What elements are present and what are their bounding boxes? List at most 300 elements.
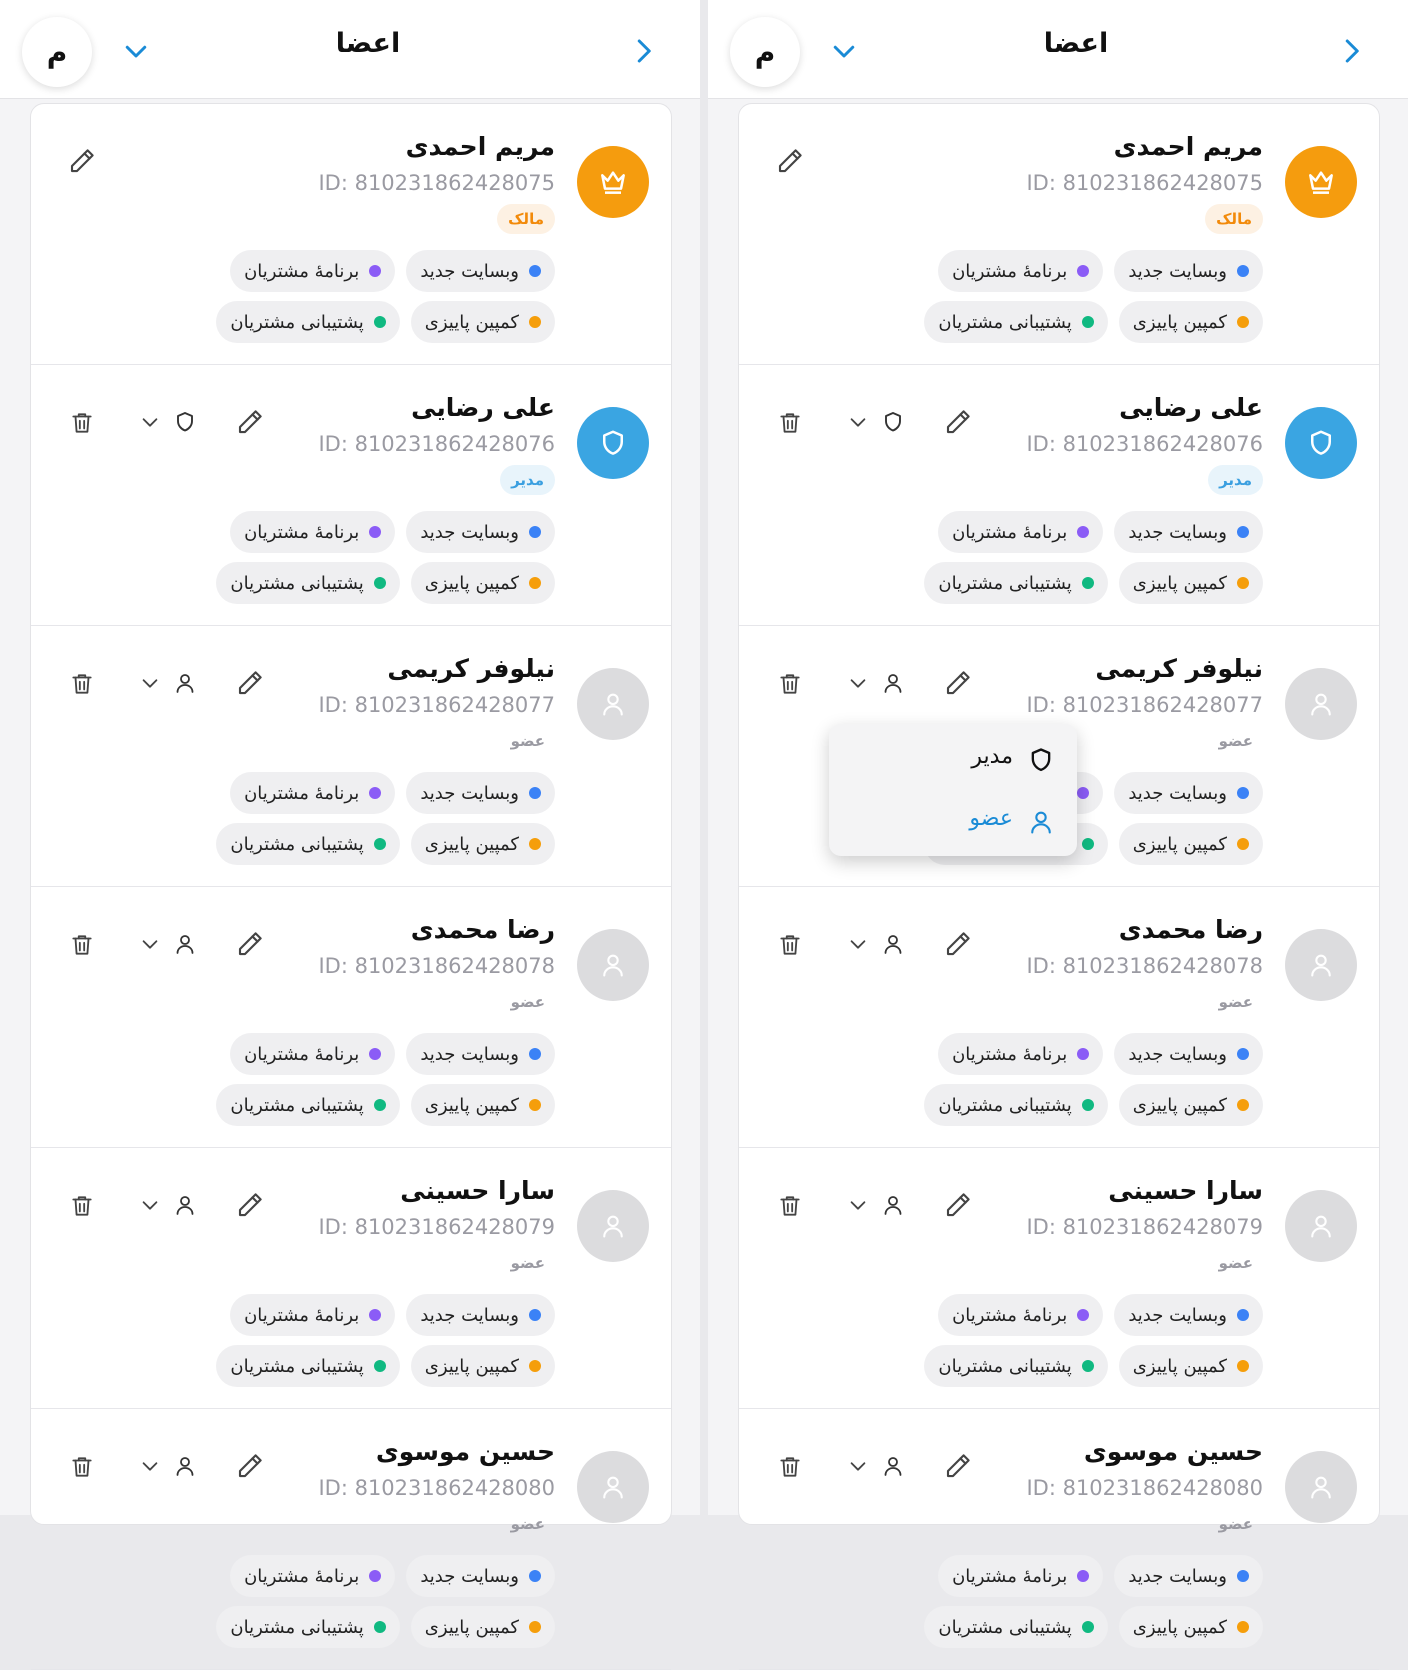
- project-tag-label: وبسایت جدید: [1128, 260, 1227, 282]
- project-tag-label: وبسایت جدید: [420, 521, 519, 543]
- member-name: نیلوفر کریمی: [1095, 654, 1263, 683]
- member-card: [31, 365, 671, 626]
- member-id: ID: 810231862428077: [1026, 693, 1263, 717]
- trash-icon: [777, 409, 803, 437]
- project-tag-label: کمپین پاییزی: [424, 311, 519, 333]
- role-select-button[interactable]: [843, 929, 909, 959]
- member-name: مریم احمدی: [405, 132, 555, 161]
- role-badge: عضو: [510, 993, 545, 1011]
- pencil-icon: [943, 929, 973, 959]
- project-tag: [938, 1033, 1103, 1075]
- project-tag: [406, 1033, 555, 1075]
- project-color-dot: [529, 316, 541, 328]
- project-tag-label: کمپین پاییزی: [424, 833, 519, 855]
- project-color-dot: [529, 1360, 541, 1372]
- user-icon: [881, 932, 905, 956]
- project-tags: [863, 250, 1263, 343]
- role-badge: مالک: [497, 204, 555, 234]
- pencil-icon: [943, 668, 973, 698]
- role-badge: عضو: [1218, 732, 1253, 750]
- project-tag-label: وبسایت جدید: [1128, 1043, 1227, 1065]
- trash-icon: [69, 1453, 95, 1481]
- user-icon: [599, 951, 627, 979]
- project-tag: [1114, 1294, 1263, 1336]
- role-select-button[interactable]: [843, 1190, 909, 1220]
- project-color-dot: [369, 1570, 381, 1582]
- chevron-down-icon: [139, 1455, 161, 1477]
- project-color-dot: [1237, 787, 1249, 799]
- member-role-avatar: [577, 1190, 649, 1262]
- member-name: سارا حسینی: [1108, 1176, 1263, 1205]
- project-tag-label: پشتیبانی مشتریان: [230, 311, 364, 333]
- member-role-avatar: [1285, 929, 1357, 1001]
- crown-icon: [1305, 166, 1337, 198]
- member-name: مریم احمدی: [1113, 132, 1263, 161]
- chevron-down-icon[interactable]: [121, 36, 151, 66]
- project-tag: [216, 1084, 399, 1126]
- project-color-dot: [369, 1309, 381, 1321]
- member-card: [739, 104, 1379, 365]
- member-id: ID: 810231862428075: [318, 171, 555, 195]
- project-color-dot: [369, 1048, 381, 1060]
- project-tag: [1119, 1345, 1263, 1387]
- user-icon: [173, 671, 197, 695]
- role-select-button[interactable]: [843, 668, 909, 698]
- delete-member-button[interactable]: [67, 1190, 97, 1222]
- project-color-dot: [1237, 1570, 1249, 1582]
- edit-member-button[interactable]: [773, 144, 807, 178]
- project-color-dot: [1082, 1621, 1094, 1633]
- project-tag: [1119, 1084, 1263, 1126]
- project-color-dot: [529, 1621, 541, 1633]
- edit-member-button[interactable]: [941, 1188, 975, 1222]
- trash-icon: [777, 931, 803, 959]
- project-tag: [1114, 250, 1263, 292]
- pencil-icon: [67, 146, 97, 176]
- page-title: اعضا: [335, 28, 401, 59]
- back-chevron-icon[interactable]: [628, 34, 658, 68]
- chevron-down-icon: [847, 411, 869, 433]
- member-name: علی رضایی: [1119, 393, 1263, 422]
- user-icon: [881, 671, 905, 695]
- project-tags: [863, 511, 1263, 604]
- delete-member-button[interactable]: [67, 1451, 97, 1483]
- project-tag: [406, 511, 555, 553]
- project-color-dot: [1082, 577, 1094, 589]
- user-icon: [173, 1193, 197, 1217]
- project-tag-label: وبسایت جدید: [1128, 782, 1227, 804]
- page-title: اعضا: [1043, 28, 1109, 59]
- project-color-dot: [374, 577, 386, 589]
- user-icon: [599, 690, 627, 718]
- role-option-label: عضو: [969, 806, 1013, 831]
- role-badge: عضو: [1218, 1254, 1253, 1272]
- user-icon: [1027, 808, 1055, 836]
- project-tag: [938, 1555, 1103, 1597]
- shield-icon: [881, 410, 905, 434]
- project-tag: [924, 301, 1107, 343]
- role-badge: عضو: [1218, 993, 1253, 1011]
- member-name: علی رضایی: [411, 393, 555, 422]
- trash-icon: [69, 931, 95, 959]
- edit-member-button[interactable]: [233, 927, 267, 961]
- project-tag-label: برنامهٔ مشتریان: [952, 260, 1068, 282]
- edit-member-button[interactable]: [941, 927, 975, 961]
- project-tag-label: کمپین پاییزی: [1132, 1355, 1227, 1377]
- project-tag-label: پشتیبانی مشتریان: [230, 1616, 364, 1638]
- project-color-dot: [529, 526, 541, 538]
- user-icon: [1307, 1212, 1335, 1240]
- member-card: [31, 1148, 671, 1409]
- project-color-dot: [374, 1621, 386, 1633]
- project-tags: [863, 1294, 1263, 1387]
- member-role-avatar: [577, 146, 649, 218]
- project-color-dot: [1077, 526, 1089, 538]
- crown-icon: [597, 166, 629, 198]
- trash-icon: [777, 1192, 803, 1220]
- member-name: رضا محمدی: [1118, 915, 1263, 944]
- user-icon: [173, 932, 197, 956]
- member-role-avatar: [1285, 146, 1357, 218]
- role-badge: عضو: [1218, 1515, 1253, 1533]
- role-badge: عضو: [510, 1515, 545, 1533]
- trash-icon: [777, 1453, 803, 1481]
- project-tag: [230, 1555, 395, 1597]
- project-tag: [924, 562, 1107, 604]
- trash-icon: [69, 670, 95, 698]
- project-color-dot: [369, 526, 381, 538]
- shield-icon: [1027, 746, 1055, 774]
- project-tag: [411, 1606, 555, 1648]
- role-select-button[interactable]: [135, 407, 201, 437]
- edit-member-button[interactable]: [233, 1449, 267, 1483]
- role-badge: مدیر: [500, 465, 555, 495]
- project-color-dot: [1237, 526, 1249, 538]
- project-color-dot: [529, 1099, 541, 1111]
- chevron-down-icon: [139, 933, 161, 955]
- project-tag-label: وبسایت جدید: [420, 260, 519, 282]
- project-tag: [406, 250, 555, 292]
- project-tag-label: پشتیبانی مشتریان: [230, 1355, 364, 1377]
- project-color-dot: [1237, 1360, 1249, 1372]
- project-tag-label: وبسایت جدید: [420, 1304, 519, 1326]
- project-tag: [924, 1084, 1107, 1126]
- member-role-avatar: [577, 668, 649, 740]
- back-chevron-icon[interactable]: [1336, 34, 1366, 68]
- project-tag: [216, 301, 399, 343]
- delete-member-button[interactable]: [775, 1190, 805, 1222]
- chevron-down-icon: [847, 672, 869, 694]
- project-color-dot: [1082, 1360, 1094, 1372]
- member-id: ID: 810231862428076: [1026, 432, 1263, 456]
- profile-avatar-button[interactable]: م: [730, 17, 800, 87]
- member-role-avatar: [1285, 1451, 1357, 1523]
- project-tag-label: کمپین پاییزی: [424, 1355, 519, 1377]
- delete-member-button[interactable]: [67, 407, 97, 439]
- member-card: [31, 887, 671, 1148]
- role-option-member[interactable]: [829, 792, 1077, 852]
- project-tags: [155, 1294, 555, 1387]
- project-tag-label: برنامهٔ مشتریان: [952, 521, 1068, 543]
- member-card: [739, 365, 1379, 626]
- member-role-avatar: [577, 1451, 649, 1523]
- project-tag: [1114, 1555, 1263, 1597]
- project-tags: [155, 772, 555, 865]
- role-select-button[interactable]: [843, 407, 909, 437]
- edit-member-button[interactable]: [233, 405, 267, 439]
- project-color-dot: [374, 1099, 386, 1111]
- user-icon: [1307, 690, 1335, 718]
- project-tag-label: برنامهٔ مشتریان: [244, 782, 360, 804]
- project-tag: [406, 772, 555, 814]
- project-tag-label: وبسایت جدید: [420, 782, 519, 804]
- role-dropdown-menu: [829, 724, 1077, 856]
- delete-member-button[interactable]: [775, 668, 805, 700]
- project-tag: [216, 1606, 399, 1648]
- delete-member-button[interactable]: [775, 407, 805, 439]
- project-tag-label: برنامهٔ مشتریان: [244, 1043, 360, 1065]
- project-color-dot: [1237, 265, 1249, 277]
- project-tag-label: کمپین پاییزی: [1132, 1616, 1227, 1638]
- project-tag: [230, 511, 395, 553]
- project-tag: [938, 511, 1103, 553]
- project-color-dot: [1237, 577, 1249, 589]
- role-select-button[interactable]: [135, 1451, 201, 1481]
- member-card: [739, 1409, 1379, 1670]
- project-tag-label: پشتیبانی مشتریان: [938, 1094, 1072, 1116]
- project-color-dot: [529, 787, 541, 799]
- member-role-avatar: [1285, 407, 1357, 479]
- project-color-dot: [1237, 1621, 1249, 1633]
- project-tag-label: کمپین پاییزی: [1132, 833, 1227, 855]
- project-color-dot: [374, 1360, 386, 1372]
- project-tag: [924, 1606, 1107, 1648]
- member-id: ID: 810231862428076: [318, 432, 555, 456]
- pencil-icon: [943, 1190, 973, 1220]
- member-card: [31, 626, 671, 887]
- project-tag-label: برنامهٔ مشتریان: [244, 521, 360, 543]
- project-tag: [406, 1555, 555, 1597]
- project-color-dot: [529, 838, 541, 850]
- member-name: سارا حسینی: [400, 1176, 555, 1205]
- project-tag: [938, 1294, 1103, 1336]
- project-tag: [216, 562, 399, 604]
- project-tags: [863, 1555, 1263, 1648]
- project-color-dot: [369, 265, 381, 277]
- user-icon: [1307, 1473, 1335, 1501]
- pencil-icon: [235, 929, 265, 959]
- project-color-dot: [1082, 838, 1094, 850]
- project-color-dot: [1082, 1099, 1094, 1111]
- member-role-avatar: [1285, 1190, 1357, 1262]
- user-icon: [881, 1193, 905, 1217]
- project-color-dot: [1237, 1099, 1249, 1111]
- member-id: ID: 810231862428075: [1026, 171, 1263, 195]
- member-card: [31, 1409, 671, 1670]
- project-tag: [216, 823, 399, 865]
- trash-icon: [69, 1192, 95, 1220]
- chevron-down-icon: [139, 411, 161, 433]
- project-color-dot: [1237, 838, 1249, 850]
- project-tag: [230, 250, 395, 292]
- shield-icon: [1306, 428, 1336, 458]
- project-color-dot: [1082, 316, 1094, 328]
- project-tags: [863, 1033, 1263, 1126]
- pencil-icon: [235, 1451, 265, 1481]
- members-list: [30, 103, 672, 1638]
- member-id: ID: 810231862428079: [1026, 1215, 1263, 1239]
- role-select-button[interactable]: [135, 929, 201, 959]
- project-tag: [230, 1033, 395, 1075]
- project-tag: [230, 772, 395, 814]
- project-tag-label: پشتیبانی مشتریان: [938, 1355, 1072, 1377]
- project-color-dot: [374, 316, 386, 328]
- project-tag: [1114, 1033, 1263, 1075]
- project-color-dot: [369, 787, 381, 799]
- project-color-dot: [1077, 1570, 1089, 1582]
- profile-avatar-button[interactable]: م: [22, 17, 92, 87]
- project-color-dot: [529, 1570, 541, 1582]
- role-select-button[interactable]: [135, 1190, 201, 1220]
- project-tag-label: برنامهٔ مشتریان: [952, 1565, 1068, 1587]
- project-color-dot: [1077, 787, 1089, 799]
- project-tag: [924, 1345, 1107, 1387]
- pencil-icon: [235, 668, 265, 698]
- role-select-button[interactable]: [135, 668, 201, 698]
- member-name: رضا محمدی: [410, 915, 555, 944]
- app-header: [0, 0, 700, 99]
- project-color-dot: [529, 1048, 541, 1060]
- edit-member-button[interactable]: [65, 144, 99, 178]
- edit-member-button[interactable]: [941, 1449, 975, 1483]
- project-color-dot: [1077, 1048, 1089, 1060]
- project-tag-label: پشتیبانی مشتریان: [938, 311, 1072, 333]
- project-tag: [1119, 823, 1263, 865]
- member-card: [739, 1148, 1379, 1409]
- project-color-dot: [1077, 265, 1089, 277]
- role-badge: عضو: [510, 1254, 545, 1272]
- members-panel-left: [0, 0, 700, 1638]
- member-id: ID: 810231862428078: [1026, 954, 1263, 978]
- project-color-dot: [529, 265, 541, 277]
- member-id: ID: 810231862428079: [318, 1215, 555, 1239]
- project-tag-label: برنامهٔ مشتریان: [952, 1304, 1068, 1326]
- chevron-down-icon: [139, 1194, 161, 1216]
- member-id: ID: 810231862428078: [318, 954, 555, 978]
- project-tag-label: برنامهٔ مشتریان: [244, 1304, 360, 1326]
- project-tag: [411, 1345, 555, 1387]
- edit-member-button[interactable]: [233, 666, 267, 700]
- project-tags: [155, 250, 555, 343]
- project-tag-label: پشتیبانی مشتریان: [938, 572, 1072, 594]
- role-option-admin[interactable]: [829, 730, 1077, 790]
- project-color-dot: [529, 1309, 541, 1321]
- shield-icon: [598, 428, 628, 458]
- trash-icon: [777, 670, 803, 698]
- member-role-avatar: [1285, 668, 1357, 740]
- project-tag: [1119, 1606, 1263, 1648]
- role-select-button[interactable]: [843, 1451, 909, 1481]
- chevron-down-icon: [847, 1455, 869, 1477]
- project-tag: [406, 1294, 555, 1336]
- project-color-dot: [1237, 316, 1249, 328]
- pencil-icon: [943, 407, 973, 437]
- pencil-icon: [943, 1451, 973, 1481]
- project-tag: [1119, 562, 1263, 604]
- user-icon: [173, 1454, 197, 1478]
- project-tag-label: کمپین پاییزی: [1132, 572, 1227, 594]
- member-role-avatar: [577, 929, 649, 1001]
- chevron-down-icon: [847, 933, 869, 955]
- role-badge: مالک: [1205, 204, 1263, 234]
- project-color-dot: [1237, 1048, 1249, 1060]
- pencil-icon: [775, 146, 805, 176]
- trash-icon: [69, 409, 95, 437]
- delete-member-button[interactable]: [67, 668, 97, 700]
- project-tag-label: پشتیبانی مشتریان: [230, 833, 364, 855]
- user-icon: [1307, 951, 1335, 979]
- edit-member-button[interactable]: [941, 666, 975, 700]
- project-tag-label: وبسایت جدید: [420, 1043, 519, 1065]
- user-icon: [599, 1212, 627, 1240]
- project-tag: [411, 823, 555, 865]
- project-tag-label: پشتیبانی مشتریان: [938, 1616, 1072, 1638]
- project-tag-label: وبسایت جدید: [1128, 521, 1227, 543]
- member-id: ID: 810231862428080: [318, 1476, 555, 1500]
- project-tag-label: کمپین پاییزی: [1132, 1094, 1227, 1116]
- pencil-icon: [235, 407, 265, 437]
- project-tag-label: کمپین پاییزی: [424, 1616, 519, 1638]
- role-option-label: مدیر: [971, 744, 1013, 769]
- role-badge: عضو: [510, 732, 545, 750]
- project-tag-label: برنامهٔ مشتریان: [244, 1565, 360, 1587]
- member-name: حسین موسوی: [1083, 1437, 1263, 1466]
- project-tag: [938, 250, 1103, 292]
- edit-member-button[interactable]: [941, 405, 975, 439]
- chevron-down-icon[interactable]: [829, 36, 859, 66]
- project-tag: [411, 301, 555, 343]
- project-tags: [155, 511, 555, 604]
- delete-member-button[interactable]: [775, 929, 805, 961]
- project-color-dot: [529, 577, 541, 589]
- project-color-dot: [1077, 1309, 1089, 1321]
- member-id: ID: 810231862428080: [1026, 1476, 1263, 1500]
- project-color-dot: [374, 838, 386, 850]
- edit-member-button[interactable]: [233, 1188, 267, 1222]
- user-icon: [599, 1473, 627, 1501]
- pencil-icon: [235, 1190, 265, 1220]
- member-card: [31, 104, 671, 365]
- user-icon: [881, 1454, 905, 1478]
- member-name: حسین موسوی: [375, 1437, 555, 1466]
- delete-member-button[interactable]: [775, 1451, 805, 1483]
- project-tag: [216, 1345, 399, 1387]
- delete-member-button[interactable]: [67, 929, 97, 961]
- project-tag: [1114, 511, 1263, 553]
- project-color-dot: [1237, 1309, 1249, 1321]
- project-tag-label: برنامهٔ مشتریان: [952, 1043, 1068, 1065]
- project-tag-label: پشتیبانی مشتریان: [230, 572, 364, 594]
- project-tag: [1114, 772, 1263, 814]
- project-tag-label: برنامهٔ مشتریان: [244, 260, 360, 282]
- member-card: [739, 887, 1379, 1148]
- project-tag: [230, 1294, 395, 1336]
- project-tags: [155, 1033, 555, 1126]
- project-tag-label: کمپین پاییزی: [424, 1094, 519, 1116]
- role-badge: مدیر: [1208, 465, 1263, 495]
- app-header: [708, 0, 1408, 99]
- project-tag: [411, 562, 555, 604]
